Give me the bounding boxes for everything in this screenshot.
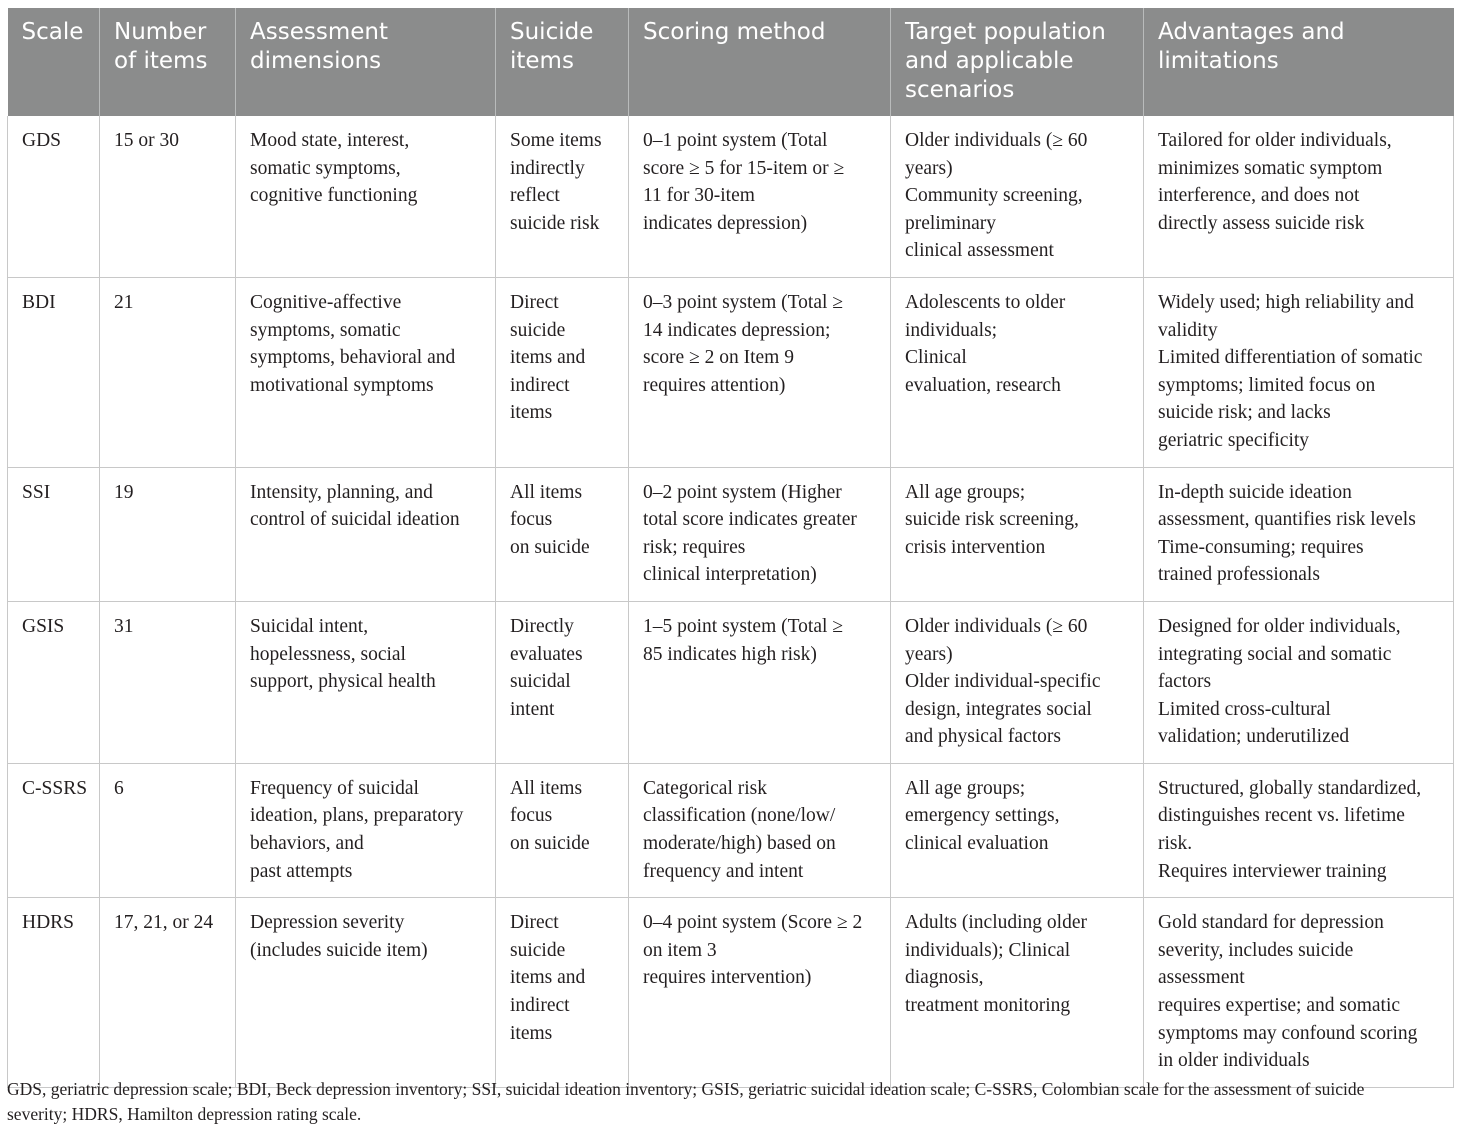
header-line: Target population (905, 19, 1106, 45)
cell-scale (8, 601, 100, 763)
cell-line: years) (905, 643, 953, 665)
cell-line: Structured, globally standardized, (1158, 777, 1422, 799)
cell-line: Gold standard for depression (1158, 912, 1384, 934)
cell-line: on item 3 (643, 939, 717, 961)
cell-line: Categorical risk (643, 777, 767, 799)
cell-line: BDI (22, 291, 56, 313)
cell-line: interference, and does not (1158, 185, 1360, 207)
cell-line: assessment, quantifies risk levels (1158, 509, 1416, 531)
cell-line: Clinical (905, 347, 967, 369)
header-line: and applicable (905, 48, 1074, 74)
header-line: and limitations (1158, 19, 1345, 74)
header-line: Suicide (510, 19, 594, 45)
header-line: Scale (21, 19, 84, 45)
cell-number-of-items (100, 116, 236, 277)
header-suicide-items (496, 8, 629, 116)
cell-line: GSIS (22, 615, 65, 637)
cell-line: 85 indicates high risk) (643, 643, 817, 665)
cell-line: 0–2 point system (Higher (643, 481, 842, 503)
cell-suicide-items (496, 277, 629, 467)
cell-line: items and (510, 347, 586, 369)
cell-target-population (891, 277, 1144, 467)
header-scoring-method (629, 8, 891, 116)
table-row (8, 763, 1454, 897)
cell-line: Frequency of suicidal (250, 777, 419, 799)
cell-line: SSI (22, 481, 51, 503)
header-scale (8, 8, 100, 116)
table-header-row (8, 8, 1454, 116)
cell-line: 0–3 point system (Total ≥ (643, 291, 843, 313)
cell-line: All items (510, 777, 583, 799)
cell-line: symptoms, somatic (250, 319, 401, 341)
cell-line: 11 for 30-item (643, 185, 755, 207)
footnote-line: severity; HDRS, Hamilton depression rating scale. (7, 1104, 362, 1124)
cell-line: requires attention) (643, 374, 786, 396)
cell-line: classification (none/low/ (643, 805, 836, 827)
cell-line: indirectly (510, 157, 585, 179)
cell-line: 0–4 point system (Score ≥ 2 (643, 912, 863, 934)
cell-line: total score indicates greater (643, 509, 857, 531)
table-row (8, 601, 1454, 763)
cell-line: suicidal (510, 671, 571, 693)
cell-line: moderate/high) based on (643, 833, 836, 855)
cell-line: Cognitive-affective (250, 291, 402, 313)
scales-table-container (7, 8, 1453, 1088)
table-row (8, 116, 1454, 277)
header-line: Assessment (250, 19, 388, 45)
cell-line: 0–1 point system (Total (643, 130, 828, 151)
cell-line: individuals; (905, 319, 998, 341)
cell-line: symptoms may confound scoring (1158, 1022, 1418, 1044)
cell-line: motivational symptoms (250, 374, 434, 396)
cell-line: suicide (510, 319, 566, 341)
cell-line: symptoms, behavioral and (250, 347, 456, 369)
header-line: scenarios (905, 77, 1015, 103)
table-row (8, 898, 1454, 1088)
table-body (8, 116, 1454, 1087)
cell-line: 14 indicates depression; (643, 319, 831, 341)
cell-target-population (891, 601, 1144, 763)
footnote-line: GDS, geriatric depression scale; BDI, Beck depression inventory; SSI, suicidal ideation inventory; GSIS, geriatric suicidal ideation scale; C-SSRS, Colombian scale for the assessment of suicide (7, 1079, 1365, 1099)
cell-line: emergency settings, (905, 805, 1060, 827)
cell-line: Time-consuming; requires (1158, 536, 1364, 558)
header-line: dimensions (250, 48, 382, 74)
cell-line: design, integrates social (905, 698, 1092, 720)
cell-line: hopelessness, social (250, 643, 406, 665)
cell-line: years) (905, 157, 953, 179)
cell-line: symptoms; limited focus on (1158, 374, 1376, 396)
cell-suicide-items (496, 116, 629, 277)
cell-line: control of suicidal ideation (250, 509, 460, 531)
cell-line: individuals); Clinical (905, 939, 1071, 961)
cell-advantages-limitations (1144, 601, 1454, 763)
cell-line: suicide (510, 939, 566, 961)
cell-line: directly assess suicide risk (1158, 212, 1365, 234)
header-assessment-dimensions (236, 8, 496, 116)
cell-line: suicide risk screening, (905, 509, 1079, 531)
cell-line: indicates depression) (643, 212, 808, 234)
cell-line: reflect (510, 185, 560, 207)
cell-line: geriatric specificity (1158, 429, 1310, 451)
header-line: Advantages (1158, 19, 1295, 45)
cell-line: integrating social and somatic (1158, 643, 1392, 665)
header-line: Scoring method (643, 19, 826, 45)
cell-line: intent (510, 698, 555, 720)
cell-line: clinical evaluation (905, 833, 1049, 855)
cell-scale (8, 763, 100, 897)
cell-line: Directly (510, 615, 574, 637)
cell-number-of-items (100, 601, 236, 763)
cell-line: requires intervention) (643, 967, 812, 989)
cell-target-population (891, 763, 1144, 897)
cell-line: Requires interviewer training (1158, 860, 1387, 882)
cell-line: somatic symptoms, (250, 157, 401, 179)
cell-scale (8, 116, 100, 277)
cell-line: preliminary (905, 212, 996, 234)
cell-line: Mood state, interest, (250, 130, 410, 151)
cell-advantages-limitations (1144, 277, 1454, 467)
cell-line: focus (510, 509, 553, 531)
cell-line: Limited cross-cultural (1158, 698, 1331, 720)
cell-line: Adults (including older (905, 912, 1087, 934)
cell-line: Older individuals (≥ 60 (905, 130, 1088, 151)
cell-assessment-dimensions (236, 898, 496, 1088)
cell-scoring-method (629, 467, 891, 601)
cell-line: risk. (1158, 833, 1193, 855)
header-advantages-limitations (1144, 8, 1454, 116)
table-row (8, 277, 1454, 467)
cell-line: crisis intervention (905, 536, 1046, 558)
cell-line: validation; underutilized (1158, 726, 1350, 748)
cell-scoring-method (629, 277, 891, 467)
cell-line: HDRS (22, 912, 75, 934)
cell-line: on suicide (510, 536, 590, 558)
cell-line: Depression severity (250, 912, 405, 934)
cell-line: support, physical health (250, 671, 436, 693)
cell-line: on suicide (510, 833, 590, 855)
cell-line: All age groups; (905, 777, 1026, 799)
cell-line: items (510, 402, 553, 424)
cell-line: GDS (22, 130, 62, 151)
cell-line: Intensity, planning, and (250, 481, 433, 503)
cell-scoring-method (629, 116, 891, 277)
scales-table (7, 8, 1454, 1088)
cell-line: distinguishes recent vs. lifetime (1158, 805, 1405, 827)
cell-line: suicide risk (510, 212, 600, 234)
header-number-of-items (100, 8, 236, 116)
cell-line: past attempts (250, 860, 353, 882)
cell-line: 19 (114, 481, 134, 503)
cell-line: in older individuals (1158, 1050, 1310, 1072)
cell-advantages-limitations (1144, 116, 1454, 277)
cell-line: 31 (114, 615, 134, 637)
cell-line: Older individuals (≥ 60 (905, 615, 1088, 637)
cell-number-of-items (100, 277, 236, 467)
cell-line: cognitive functioning (250, 185, 418, 207)
cell-scoring-method (629, 898, 891, 1088)
cell-line: behaviors, and (250, 833, 364, 855)
cell-line: indirect (510, 374, 570, 396)
cell-scoring-method (629, 601, 891, 763)
header-line: of items (114, 48, 208, 74)
cell-line: All items (510, 481, 583, 503)
header-line: items (510, 48, 574, 74)
cell-assessment-dimensions (236, 277, 496, 467)
cell-line: items (510, 1022, 553, 1044)
cell-line: risk; requires (643, 536, 746, 558)
cell-line: requires expertise; and somatic (1158, 995, 1401, 1017)
header-target-population (891, 8, 1144, 116)
cell-line: In-depth suicide ideation (1158, 481, 1352, 503)
cell-line: assessment (1158, 967, 1245, 989)
cell-advantages-limitations (1144, 467, 1454, 601)
cell-line: (includes suicide item) (250, 939, 428, 961)
cell-assessment-dimensions (236, 116, 496, 277)
cell-line: diagnosis, (905, 967, 984, 989)
cell-advantages-limitations (1144, 898, 1454, 1088)
cell-scoring-method (629, 763, 891, 897)
cell-assessment-dimensions (236, 467, 496, 601)
cell-line: suicide risk; and lacks (1158, 402, 1331, 424)
header-line: Number (114, 19, 207, 45)
cell-line: All age groups; (905, 481, 1026, 503)
cell-line: 15 or 30 (114, 130, 179, 151)
cell-scale (8, 898, 100, 1088)
cell-line: trained professionals (1158, 564, 1320, 586)
cell-line: items and (510, 967, 586, 989)
cell-line: score ≥ 5 for 15-item or ≥ (643, 157, 845, 179)
cell-line: Tailored for older individuals, (1158, 130, 1392, 151)
cell-line: C-SSRS (22, 777, 88, 799)
cell-line: 1–5 point system (Total ≥ (643, 615, 843, 637)
cell-line: 6 (114, 777, 124, 799)
cell-line: Designed for older individuals, (1158, 615, 1401, 637)
cell-suicide-items (496, 763, 629, 897)
cell-line: clinical interpretation) (643, 564, 817, 586)
cell-number-of-items (100, 763, 236, 897)
cell-line: frequency and intent (643, 860, 804, 882)
cell-line: indirect (510, 995, 570, 1017)
cell-number-of-items (100, 467, 236, 601)
cell-target-population (891, 116, 1144, 277)
cell-line: treatment monitoring (905, 995, 1071, 1017)
cell-target-population (891, 467, 1144, 601)
cell-line: validity (1158, 319, 1218, 341)
cell-line: severity, includes suicide (1158, 939, 1354, 961)
cell-number-of-items (100, 898, 236, 1088)
cell-line: focus (510, 805, 553, 827)
cell-line: Direct (510, 912, 559, 934)
table-footnote (7, 1077, 1453, 1127)
cell-line: clinical assessment (905, 240, 1054, 262)
cell-scale (8, 467, 100, 601)
cell-line: Older individual-specific (905, 671, 1101, 693)
cell-advantages-limitations (1144, 763, 1454, 897)
cell-line: Direct (510, 291, 559, 313)
cell-suicide-items (496, 898, 629, 1088)
cell-line: and physical factors (905, 726, 1061, 748)
cell-line: 21 (114, 291, 134, 313)
cell-target-population (891, 898, 1144, 1088)
cell-suicide-items (496, 467, 629, 601)
cell-scale (8, 277, 100, 467)
cell-suicide-items (496, 601, 629, 763)
cell-assessment-dimensions (236, 601, 496, 763)
cell-line: 17, 21, or 24 (114, 912, 214, 934)
cell-line: score ≥ 2 on Item 9 (643, 347, 794, 369)
cell-line: Some items (510, 130, 602, 151)
cell-line: Community screening, (905, 185, 1083, 207)
cell-line: evaluates (510, 643, 583, 665)
table-row (8, 467, 1454, 601)
cell-line: Suicidal intent, (250, 615, 369, 637)
cell-line: Widely used; high reliability and (1158, 291, 1414, 313)
cell-assessment-dimensions (236, 763, 496, 897)
cell-line: evaluation, research (905, 374, 1061, 396)
cell-line: minimizes somatic symptom (1158, 157, 1383, 179)
cell-line: Limited differentiation of somatic (1158, 347, 1423, 369)
cell-line: ideation, plans, preparatory (250, 805, 464, 827)
cell-line: Adolescents to older (905, 291, 1066, 313)
cell-line: factors (1158, 671, 1212, 693)
